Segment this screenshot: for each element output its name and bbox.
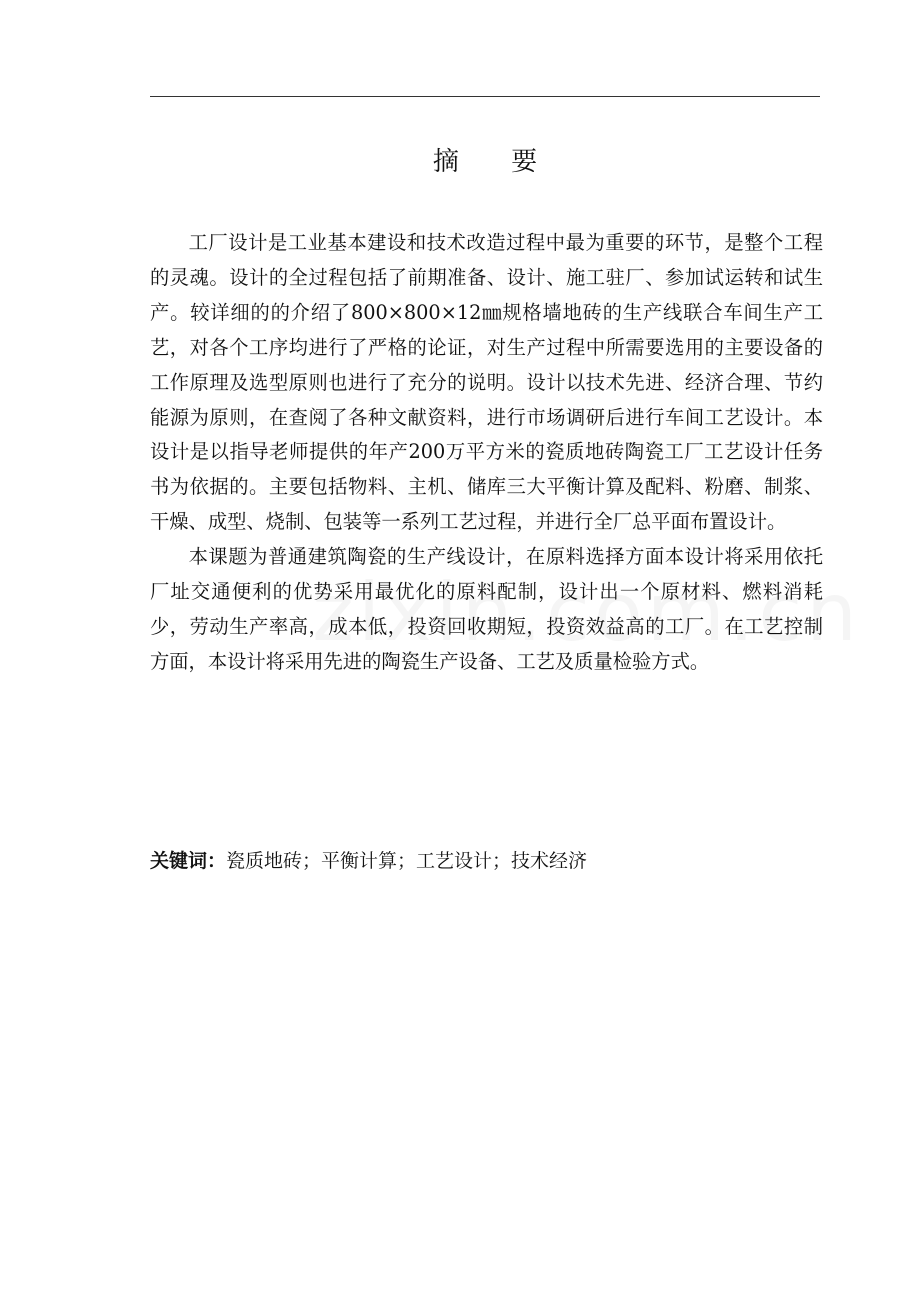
keywords-label: 关键词： [150,850,227,872]
abstract-paragraph-1: 工厂设计是工业基本建设和技术改造过程中最为重要的环节，是整个工程的灵魂。设计的全过程包括了前期准备、设计、施工驻厂、参加试运转和试生产。较详细的的介绍了800×800×12㎜规格墙地砖的生产线联合车间生产工艺，对各个工序均进行了严格的论证，对生产过程中所需要选用的主要设备的工作原理及选型原则也进行了充分的说明。设计以技术先进、经济合理、节约能源为原则，在查阅了各种文献资料，进行市场调研后进行车间工艺设计。本设计是以指导老师提供的年产200万平方米的瓷质地砖陶瓷工厂工艺设计任务书为依据的。主要包括物料、主机、储库三大平衡计算及配料、粉磨、制浆、干燥、成型、烧制、包装等一系列工艺过程，并进行全厂总平面布置设计。 [150,231,823,534]
keywords-line [150,846,820,876]
watermark [312,566,861,659]
header-rule [150,96,820,97]
keywords-text: 瓷质地砖；平衡计算；工艺设计；技术经济 [226,850,588,872]
page-title: 摘 要 [432,147,560,177]
abstract-paragraph-2: 本课题为普通建筑陶瓷的生产线设计，在原料选择方面本设计将采用依托厂址交通便利的优势采用最优化的原料配制，设计出一个原材料、燃料消耗少，劳动生产率高，成本低，投资回收期短，投资效益高的工厂。在工艺控制方面，本设计将采用先进的陶瓷生产设备、工艺及质量检验方式。 [150,545,823,673]
